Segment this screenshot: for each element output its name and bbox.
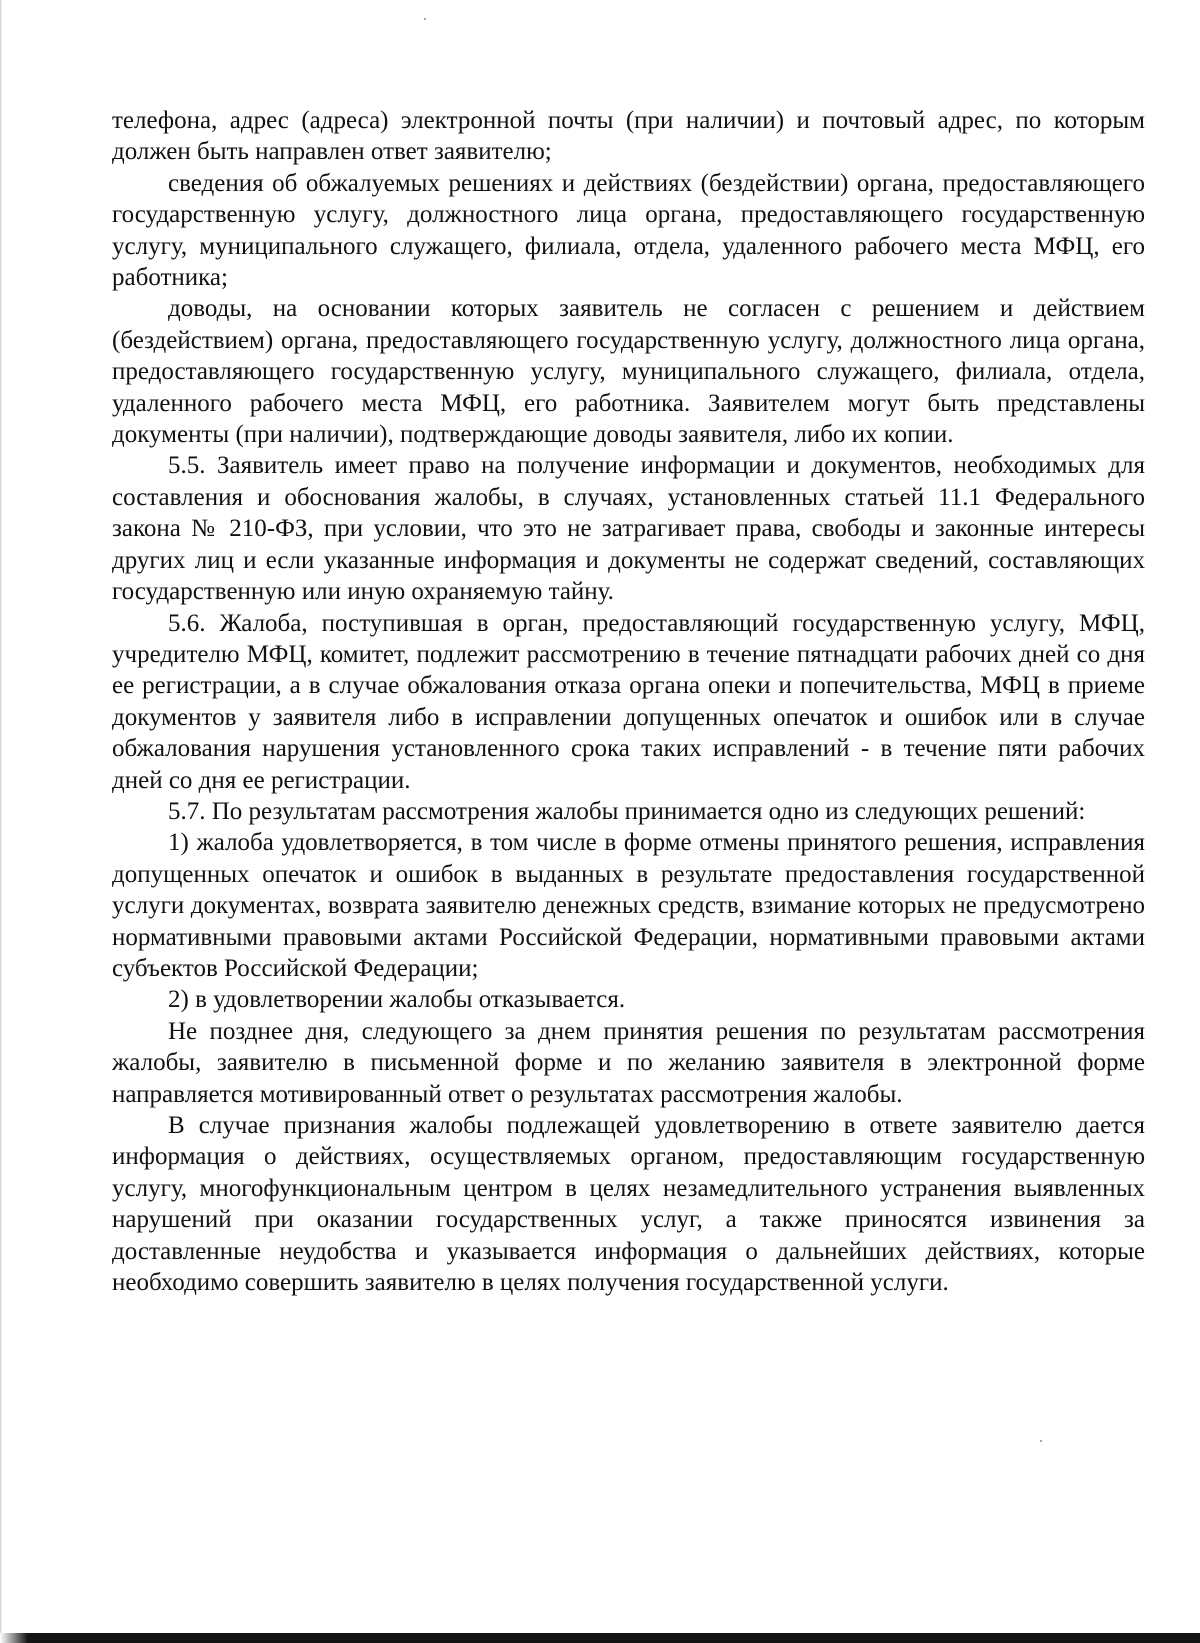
scan-speck [1040, 1440, 1042, 1442]
scan-bottom-edge [28, 1633, 1200, 1643]
paragraph-appealed-decisions: сведения об обжалуемых решениях и действиях (бездействии) органа, предоставляющего государственную услугу, должностного лица органа, предоставляющего государственную услугу, муниципального служащего, филиала, отдела, удаленного рабочего места МФЦ, его работника; [112, 169, 1145, 292]
document-body [112, 105, 1145, 1298]
paragraph-arguments: доводы, на основании которых заявитель не согласен с решением и действием (бездействием) органа, предоставляющего государственную услугу, должностного лица органа, предоставляющего государственную услугу, муниципального служащего, филиала, отдела, удаленного рабочего места МФЦ, его работника. Заявителем могут быть представлены документы (при наличии), подтверждающие доводы заявителя, либо их копии. [112, 295, 1145, 449]
paragraph-decision-2: 2) в удовлетворении жалобы отказывается. [168, 986, 626, 1014]
paragraph-continuation: телефона, адрес (адреса) электронной почты (при наличии) и почтовый адрес, по которым должен быть направлен ответ заявителю; [112, 107, 1145, 166]
paragraph-decision-1: 1) жалоба удовлетворяется, в том числе в форме отмены принятого решения, исправления допущенных опечаток и ошибок в выданных в результате предоставления государственной услуги документах, возврата заявителю денежных средств, взимание которых не предусмотрено нормативными правовыми актами Российской Федерации, нормативными правовыми актами субъектов Российской Федерации; [112, 829, 1145, 982]
scan-bottom-edge-fade [0, 1633, 28, 1643]
paragraph-response-deadline: Не позднее дня, следующего за днем принятия решения по результатам рассмотрения жалобы, заявителю в письменной форме и по желанию заявителя в электронной форме направляется мотивированный ответ о результатах рассмотрения жалобы. [112, 1017, 1145, 1108]
paragraph-complaint-satisfied: В случае признания жалобы подлежащей удовлетворению в ответе заявителю дается информация о действиях, осуществляемых органом, предоставляющим государственную услугу, многофункциональным центром в целях незамедлительного устранения выявленных нарушений при оказании государственных услуг, а также приносятся извинения за доставленные неудобства и указывается информация о дальнейших действиях, которые необходимо совершить заявителю в целях получения государственной услуги. [112, 1112, 1145, 1297]
scan-speck [424, 18, 426, 20]
paragraph-section-5-7: 5.7. По результатам рассмотрения жалобы принимается одно из следующих решений: [168, 797, 1086, 825]
scan-left-edge [0, 0, 2, 1643]
paragraph-section-5-6: 5.6. Жалоба, поступившая в орган, предоставляющий государственную услугу, МФЦ, учредителю МФЦ, комитет, подлежит рассмотрению в течение пятнадцати рабочих дней со дня ее регистрации, а в случае обжалования отказа органа опеки и попечительства, МФЦ в приеме документов у заявителя либо в исправлении допущенных опечаток и ошибок или в случае обжалования нарушения установленного срока таких исправлений - в течение пяти рабочих дней со дня ее регистрации. [112, 609, 1145, 794]
paragraph-section-5-5: 5.5. Заявитель имеет право на получение информации и документов, необходимых для составления и обоснования жалобы, в случаях, установленных статьей 11.1 Федерального закона № 210-ФЗ, при условии, что это не затрагивает права, свободы и законные интересы других лиц и если указанные информация и документы не содержат сведений, составляющих государственную или иную охраняемую тайну. [112, 452, 1145, 606]
